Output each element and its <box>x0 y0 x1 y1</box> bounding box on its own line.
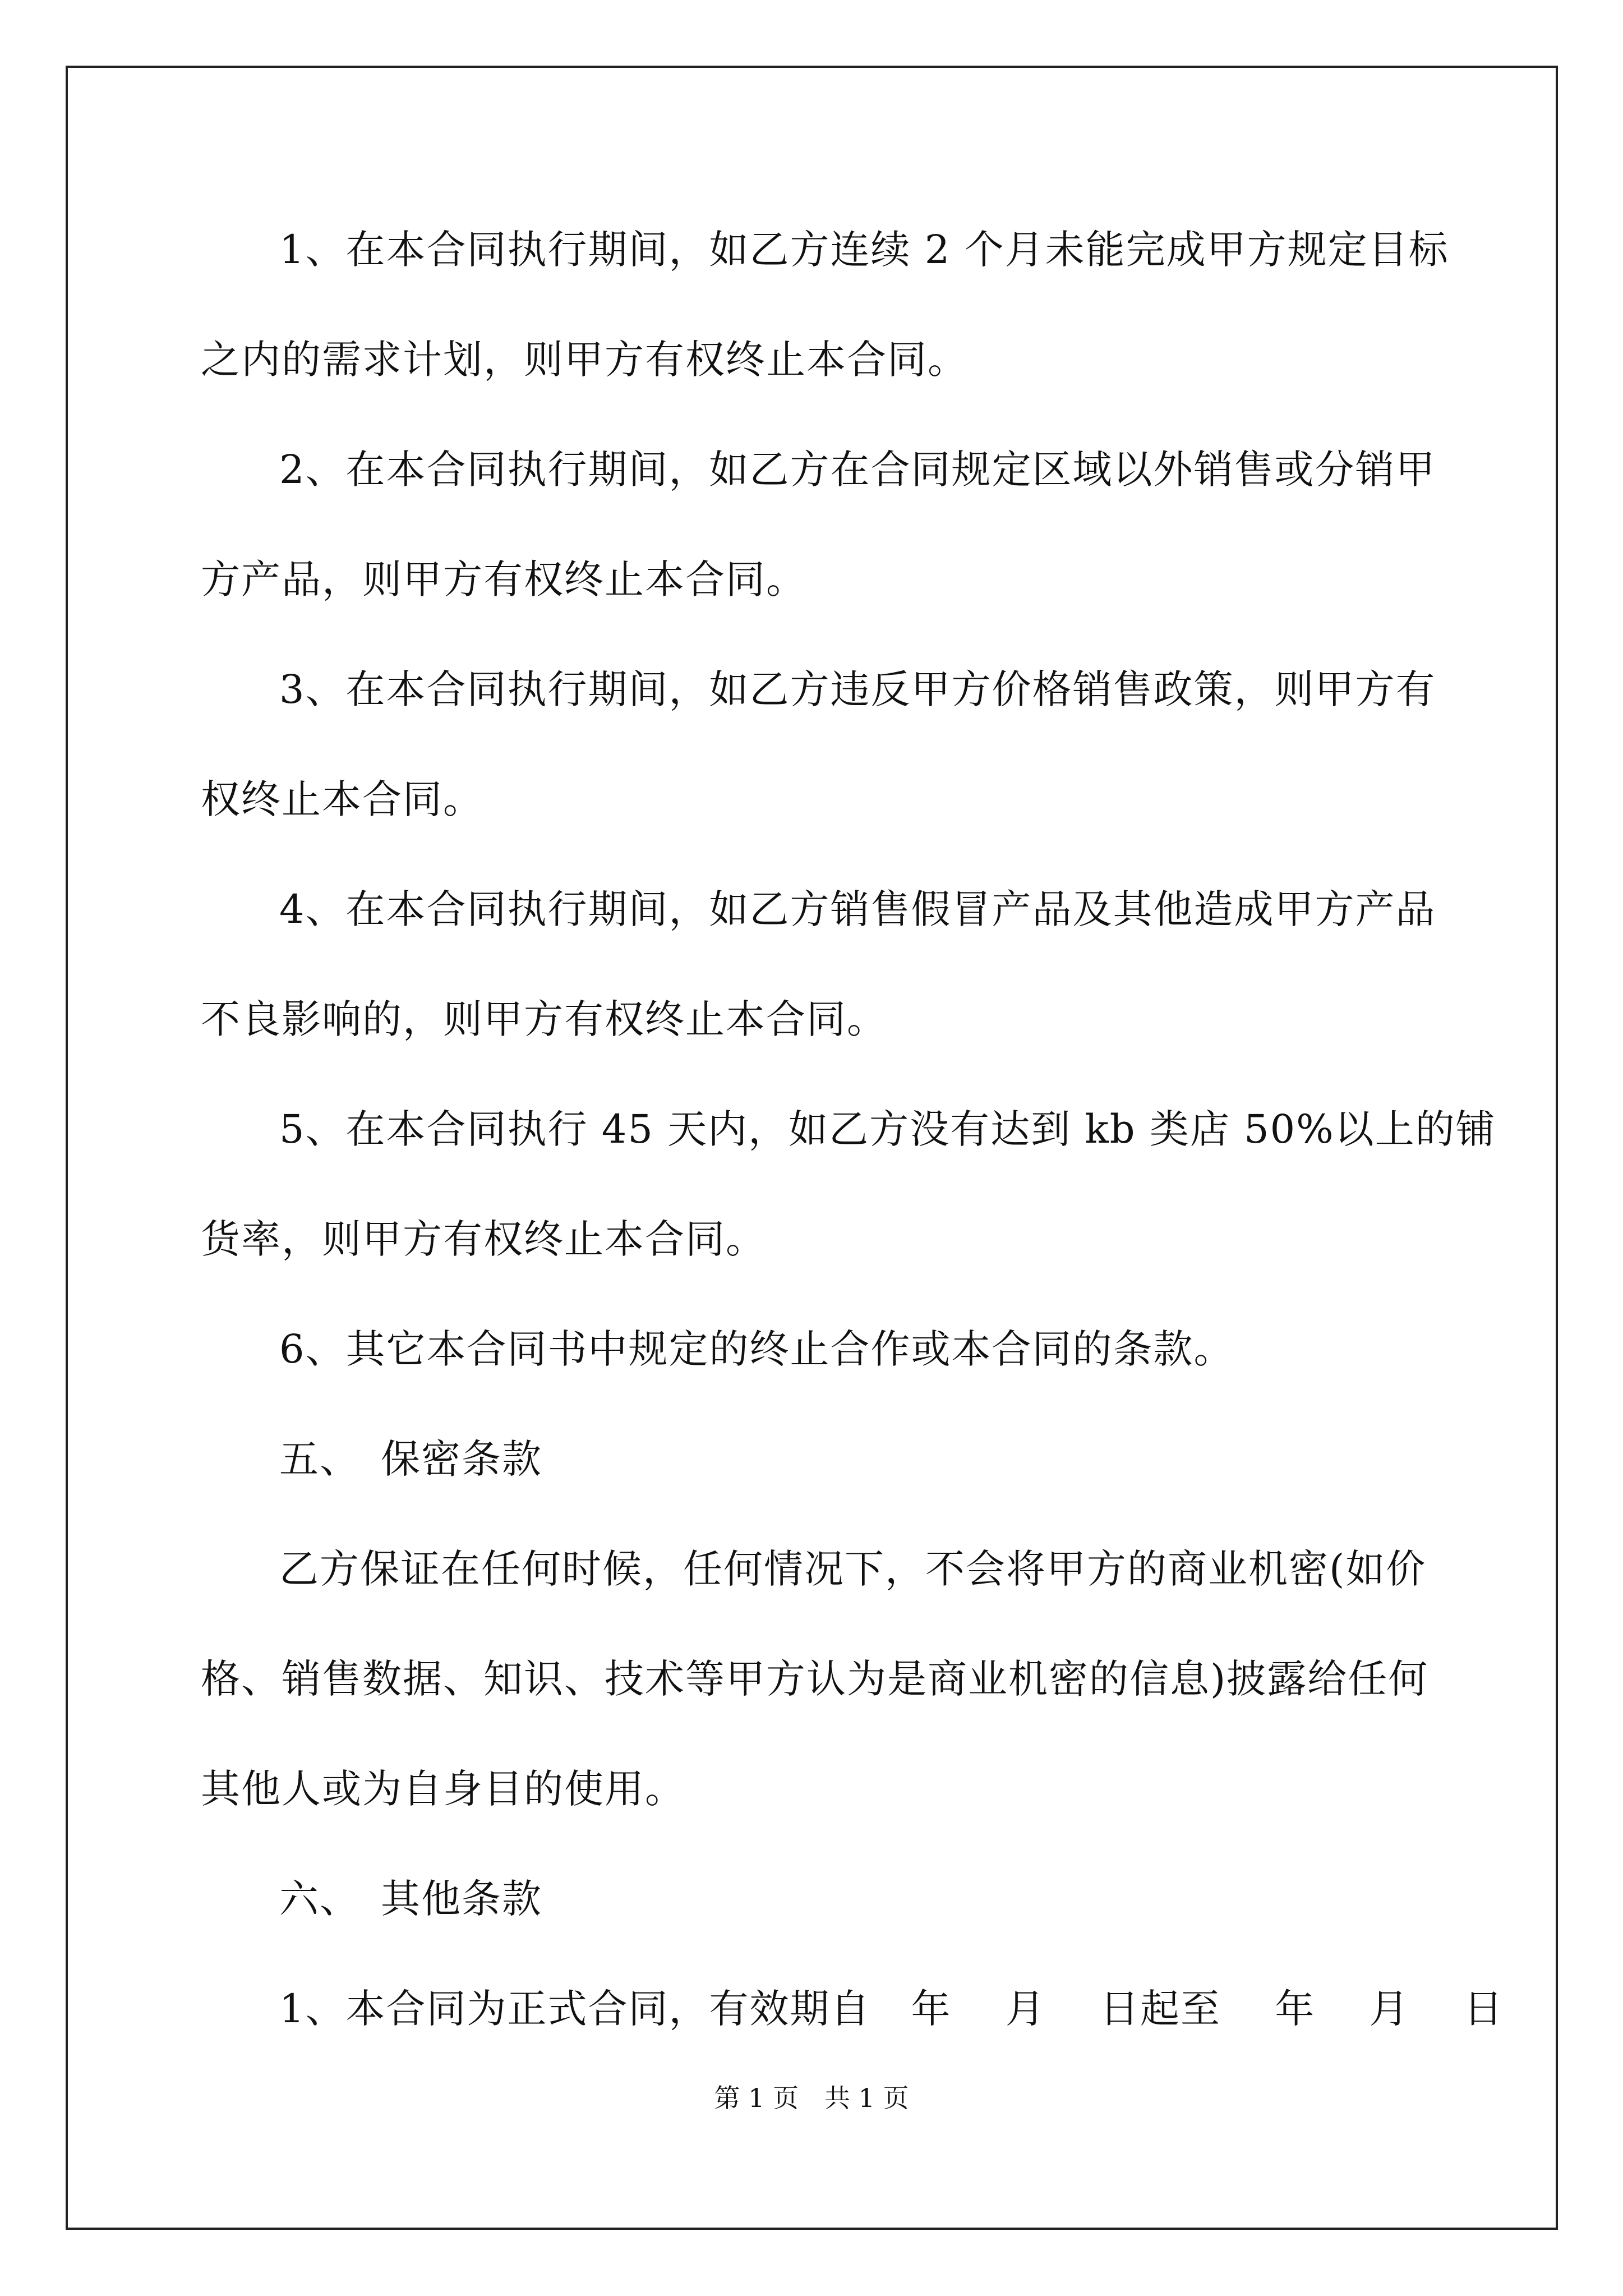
text-line: 货率，则甲方有权终止本合同。 <box>201 1216 766 1262</box>
section-heading: 六、 其他条款 <box>279 1876 542 1922</box>
text-line: 不良影响的，则甲方有权终止本合同。 <box>201 996 887 1042</box>
text-line: 方产品，则甲方有权终止本合同。 <box>201 556 806 602</box>
text-line: 之内的需求计划，则甲方有权终止本合同。 <box>201 337 968 383</box>
text-line: 1、在本合同执行期间，如乙方连续 2 个月未能完成甲方规定目标 <box>279 227 1449 273</box>
section-heading: 五、 保密条款 <box>279 1436 542 1482</box>
text-line: 5、在本合同执行 45 天内，如乙方没有达到 kb 类店 50%以上的铺 <box>279 1106 1496 1152</box>
text-line: 权终止本合同。 <box>201 776 483 822</box>
text-line: 4、在本合同执行期间，如乙方销售假冒产品及其他造成甲方产品 <box>279 886 1436 932</box>
text-line: 6、其它本合同书中规定的终止合作或本合同的条款。 <box>279 1326 1234 1372</box>
page-footer: 第 1 页 共 1 页 <box>714 2083 909 2113</box>
text-line: 乙方保证在任何时候，任何情况下，不会将甲方的商业机密(如价 <box>279 1546 1427 1592</box>
text-line: 3、在本合同执行期间，如乙方违反甲方价格销售政策，则甲方有 <box>279 666 1436 712</box>
text-line: 1、本合同为正式合同，有效期自 年 月 日起至 年 月 日 <box>279 1986 1504 2032</box>
text-line: 格、销售数据、知识、技术等甲方认为是商业机密的信息)披露给任何 <box>201 1656 1429 1702</box>
text-line: 其他人或为自身目的使用。 <box>201 1766 685 1812</box>
text-line: 2、在本合同执行期间，如乙方在合同规定区域以外销售或分销甲 <box>279 447 1436 493</box>
